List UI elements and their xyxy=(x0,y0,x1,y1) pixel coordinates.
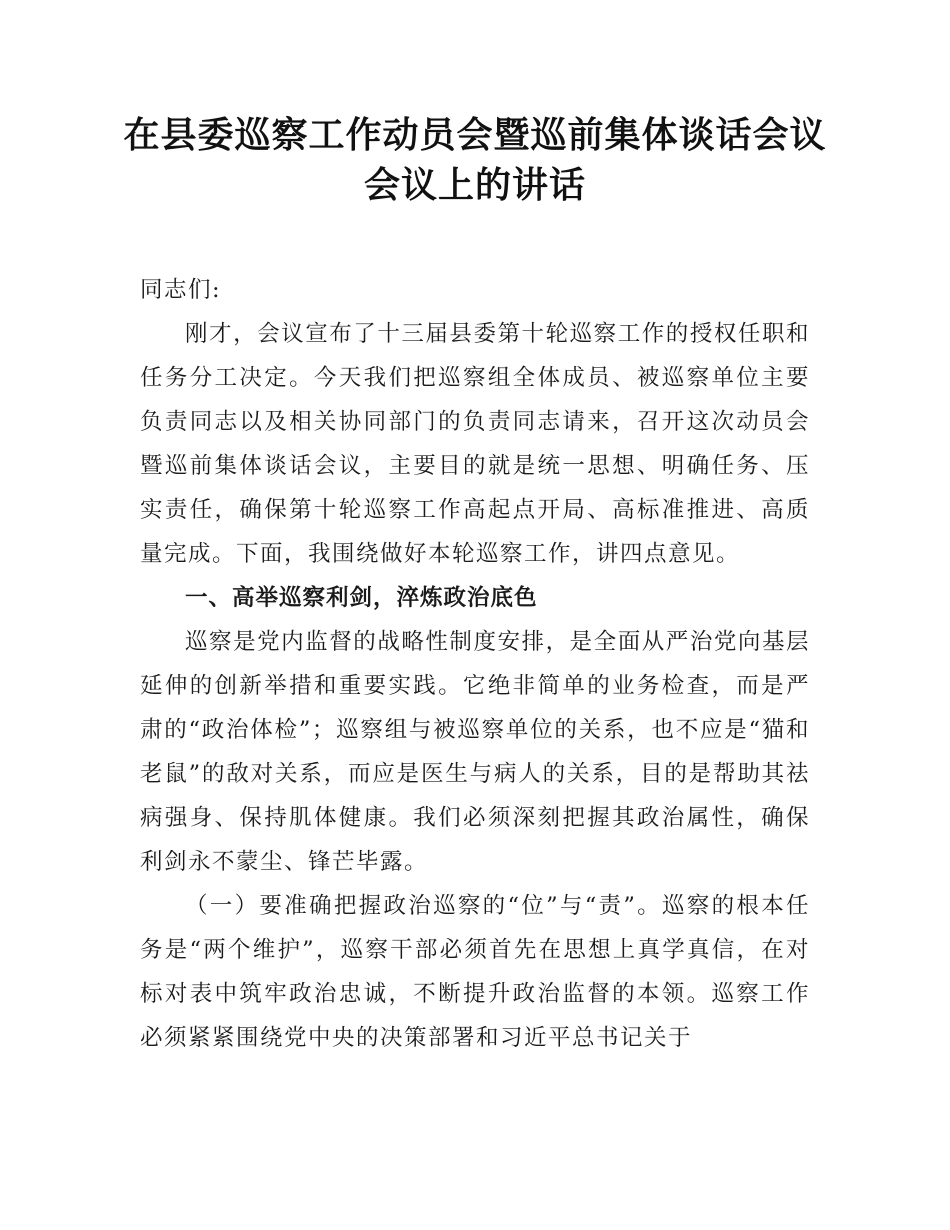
document-body xyxy=(140,268,810,1060)
title-line-2: 会议上的讲话 xyxy=(363,164,586,206)
paragraph-subsection-1: （一）要准确把握政治巡察的“位”与“责”。巡察的根本任务是“两个维护”，巡察干部必须首先在思想上真学真信，在对标对表中筑牢政治忠诚，不断提升政治监督的本领。巡察工作必须紧紧围绕党中央的决策部署和习近平总书记关于 xyxy=(140,893,810,1051)
salutation: 同志们: xyxy=(140,277,222,303)
title-line-1: 在县委巡察工作动员会暨巡前集体谈话会议 xyxy=(123,114,827,156)
paragraph-intro: 刚才，会议宣布了十三届县委第十轮巡察工作的授权任职和任务分工决定。今天我们把巡察组全体成员、被巡察单位主要负责同志以及相关协同部门的负责同志请来，召开这次动员会暨巡前集体谈话会议，主要目的就是统一思想、明确任务、压实责任，确保第十轮巡察工作高起点开局、高标准推进、高质量完成。下面，我围绕做好本轮巡察工作，讲四点意见。 xyxy=(140,321,810,567)
document-title xyxy=(0,110,950,210)
paragraph-section-1: 巡察是党内监督的战略性制度安排，是全面从严治党向基层延伸的创新举措和重要实践。它绝非简单的业务检查，而是严肃的“政治体检”；巡察组与被巡察单位的关系，也不应是“猫和老鼠”的敌对关系，而应是医生与病人的关系，目的是帮助其祛病强身、保持肌体健康。我们必须深刻把握其政治属性，确保利剑永不蒙尘、锋芒毕露。 xyxy=(140,629,810,875)
section-heading-1: 一、高举巡察利剑，淬炼政治底色 xyxy=(185,585,538,611)
